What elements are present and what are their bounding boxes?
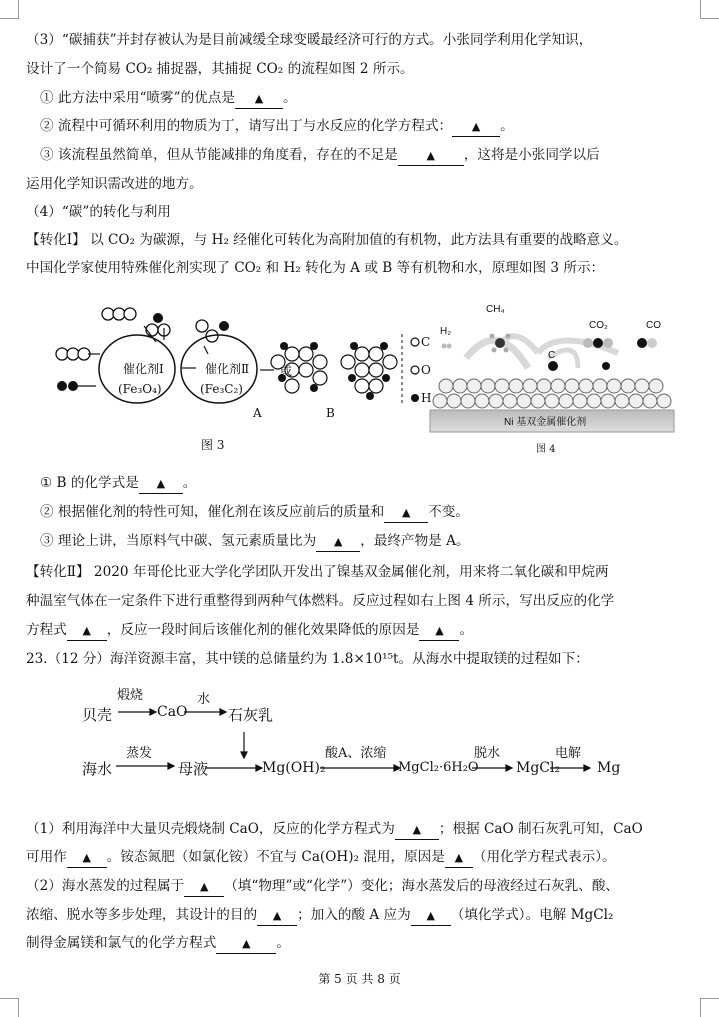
mother-liquor-label: 母液 [178, 760, 209, 778]
product-b-label: B [326, 406, 335, 420]
catalyst-1-formula: (Fe₃O₄) [118, 382, 162, 396]
blank-mark: ▲ [82, 851, 92, 864]
q3-sub3-text: ③ 该流程虽然简单，但从节能减排的角度看，存在的不足是 [40, 147, 398, 163]
q23-part2-text: （2）海水蒸发的过程属于 [26, 878, 185, 894]
q23-part2-end [26, 934, 290, 954]
answer-blank[interactable] [419, 621, 459, 641]
conv1-sub3-text: ③ 理论上讲，当原料气中碳、氢元素质量比为 [40, 533, 317, 549]
answer-blank[interactable] [67, 621, 107, 641]
answer-blank[interactable] [384, 503, 428, 523]
blank-mark: ▲ [199, 880, 209, 893]
question-3-intro: （3）“碳捕获”并封存被认为是目前减缓全球变暖最经济可行的方式。小张同学利用化学知识， [26, 32, 593, 48]
evaporate-label: 蒸发 [126, 746, 153, 761]
q3-sub1-text: ① 此方法中采用“喷雾”的优点是 [40, 90, 235, 106]
conv1-sub3 [40, 532, 470, 552]
answer-blank[interactable] [184, 877, 224, 897]
corner-mark [700, 0, 719, 19]
blank-mark: ▲ [471, 120, 481, 133]
blank-mark: ▲ [254, 92, 264, 105]
legend-c: C [421, 335, 431, 349]
mgcl2-label: MgCl₂ [516, 760, 561, 776]
conv2-text: 方程式 [26, 622, 67, 638]
answer-blank[interactable] [411, 906, 451, 926]
conversion-2-intro: 【转化Ⅱ】 2020 年哥伦比亚大学化学团队开发出了镍基双金属催化剂，用来将二氧化碳和甲烷两 [26, 564, 609, 580]
answer-blank[interactable] [452, 117, 500, 137]
blank-mark: ▲ [333, 535, 343, 548]
mgcl2-6h2o-label: MgCl₂·6H₂O [398, 760, 479, 775]
q23-part1-cont [26, 848, 616, 868]
blank-mark: ▲ [82, 624, 92, 637]
seawater-label: 海水 [82, 760, 113, 778]
q23-part1-cont-tail: （用化学方程式表示）。 [472, 849, 616, 865]
figure-4-caption: 图 4 [536, 444, 556, 455]
q23-part1 [26, 820, 643, 840]
shell-label: 贝壳 [82, 706, 113, 724]
mg-label: Mg [597, 760, 621, 776]
conv1-sub2-text: ② 根据催化剂的特性可知，催化剂在该反应前后的质量和 [40, 504, 385, 520]
conversion-2-intro-cont: 种温室气体在一定条件下进行重整得到两种气体燃料。反应过程如右上图 4 所示，写出反应的化学 [26, 593, 615, 609]
or-label: 或 [280, 364, 293, 378]
h2-label: H₂ [440, 326, 452, 337]
blank-mark: ▲ [242, 937, 251, 950]
blank-mark: ▲ [412, 823, 422, 836]
co2-label: CO₂ [589, 320, 608, 331]
q23-part1-cont-text: 可用作 [26, 849, 67, 865]
answer-blank[interactable] [257, 906, 297, 926]
ch4-label: CH₄ [486, 304, 505, 315]
catalyst-1-label: 催化剂Ⅰ [123, 362, 164, 376]
co-label: CO [646, 320, 661, 331]
conv1-sub1-text: ① B 的化学式是 [40, 475, 139, 491]
page-footer: 第 5 页 共 8 页 [318, 972, 401, 986]
q23-part2-cont-tail: （填化学式）。电解 MgCl₂ [450, 907, 614, 923]
conv2-text2: ，反应一段时间后该催化剂的催化效果降低的原因是 [106, 622, 420, 638]
q3-sub3 [40, 146, 600, 166]
lime-label: 石灰乳 [228, 706, 274, 724]
answer-blank[interactable] [445, 848, 473, 868]
conv1-sub2 [40, 503, 469, 523]
conversion-2-question: 方程式 ▲ ，反应一段时间后该催化剂的催化效果降低的原因是 ▲ 。 [26, 621, 473, 641]
catalyst-2-label: 催化剂Ⅱ [205, 362, 250, 376]
blank-mark: ▲ [435, 624, 444, 637]
q23-part2-cont-text2: ；加入的酸 A 应为 [297, 907, 411, 923]
q23-part2 [26, 877, 619, 897]
blank-mark: ▲ [454, 851, 464, 864]
legend-h: H [421, 391, 432, 405]
q23-part2-cont-text: 浓缩、脱水等多步处理，其设计的目的 [26, 907, 258, 923]
blank-mark: ▲ [426, 149, 435, 162]
q3-sub2: ② 流程中可循环利用的物质为丁，请写出丁与水反应的化学方程式： ▲ 。 [40, 117, 514, 137]
q3-sub3-tail: ，这将是小张同学以后 [463, 147, 600, 163]
q23-part1-text: （1）利用海洋中大量贝壳煅烧制 CaO，反应的化学方程式为 [26, 821, 395, 837]
q23-part2-tail: （填“物理”或“化学”）变化；海水蒸发后的母液经过石灰乳、酸、 [224, 878, 620, 894]
conv1-sub3-tail: ，最终产物是 A。 [360, 533, 470, 549]
question-4-heading: （4）“碳”的转化与利用 [26, 204, 171, 220]
c-label: C [548, 350, 556, 361]
answer-blank[interactable] [67, 848, 107, 868]
conversion-1-intro-cont: 中国化学家使用特殊催化剂实现了 CO₂ 和 H₂ 转化为 A 或 B 等有机物和水，原理如图 3 所示： [26, 260, 605, 276]
answer-blank[interactable] [398, 146, 464, 166]
answer-blank[interactable] [216, 934, 276, 954]
answer-blank[interactable] [316, 532, 360, 552]
acid-concentrate-label: 酸A、浓缩 [325, 746, 387, 761]
conversion-1-intro: 【转化Ⅰ】 以 CO₂ 为碳源，与 H₂ 经催化可转化为高附加值的有机物，此方法具有重要的战略意义。 [26, 232, 628, 248]
q3-sub3-cont: 运用化学知识需改进的地方。 [26, 176, 203, 192]
blank-mark: ▲ [426, 909, 435, 922]
legend-o: O [421, 363, 431, 377]
answer-blank[interactable] [139, 474, 183, 494]
answer-blank[interactable] [395, 820, 439, 840]
dehydrate-label: 脱水 [474, 746, 501, 761]
blank-mark: ▲ [156, 477, 166, 490]
cao-label: CaO [157, 704, 188, 720]
product-a-label: A [253, 406, 262, 420]
answer-blank[interactable] [235, 89, 283, 109]
catalyst-base-label: Ni 基双金属催化剂 [504, 417, 587, 428]
conv1-sub1: ① B 的化学式是 ▲ 。 [40, 474, 196, 494]
q3-sub2-text: ② 流程中可循环利用的物质为丁，请写出丁与水反应的化学方程式： [40, 118, 453, 134]
catalyst-2-formula: (Fe₃C₂) [200, 382, 243, 396]
question-3-intro-cont: 设计了一个简易 CO₂ 捕捉器，其捕捉 CO₂ 的流程如图 2 所示。 [26, 61, 414, 77]
blank-mark: ▲ [401, 506, 411, 519]
q23-part2-cont [26, 906, 613, 926]
figure-3-caption: 图 3 [201, 438, 225, 452]
electrolysis-label: 电解 [555, 746, 582, 761]
q23-part2-end-text: 制得金属镁和氯气的化学方程式 [26, 935, 217, 951]
water-label: 水 [197, 692, 211, 707]
mgoh2-label: Mg(OH)₂ [262, 760, 326, 776]
corner-mark [0, 998, 19, 1017]
question-23-heading: 23.（12 分）海洋资源丰富，其中镁的总储量约为 1.8×10¹⁵t。从海水中提取镁的过程如下： [26, 651, 589, 667]
corner-mark [0, 0, 19, 19]
corner-mark [700, 998, 719, 1017]
calcine-label: 煅烧 [117, 688, 144, 703]
q23-part2-end-tail: 。 [276, 935, 290, 951]
blank-mark: ▲ [272, 909, 282, 922]
q3-sub1: ① 此方法中采用“喷雾”的优点是 ▲ 。 [40, 89, 297, 109]
q23-part1-tail: ；根据 CaO 制石灰乳可知，CaO [438, 821, 643, 837]
q23-part1-cont-text2: 。铵态氮肥（如氯化铵）不宜与 Ca(OH)₂ 混用，原因是 [106, 849, 445, 865]
conv1-sub2-tail: 不变。 [428, 504, 469, 520]
